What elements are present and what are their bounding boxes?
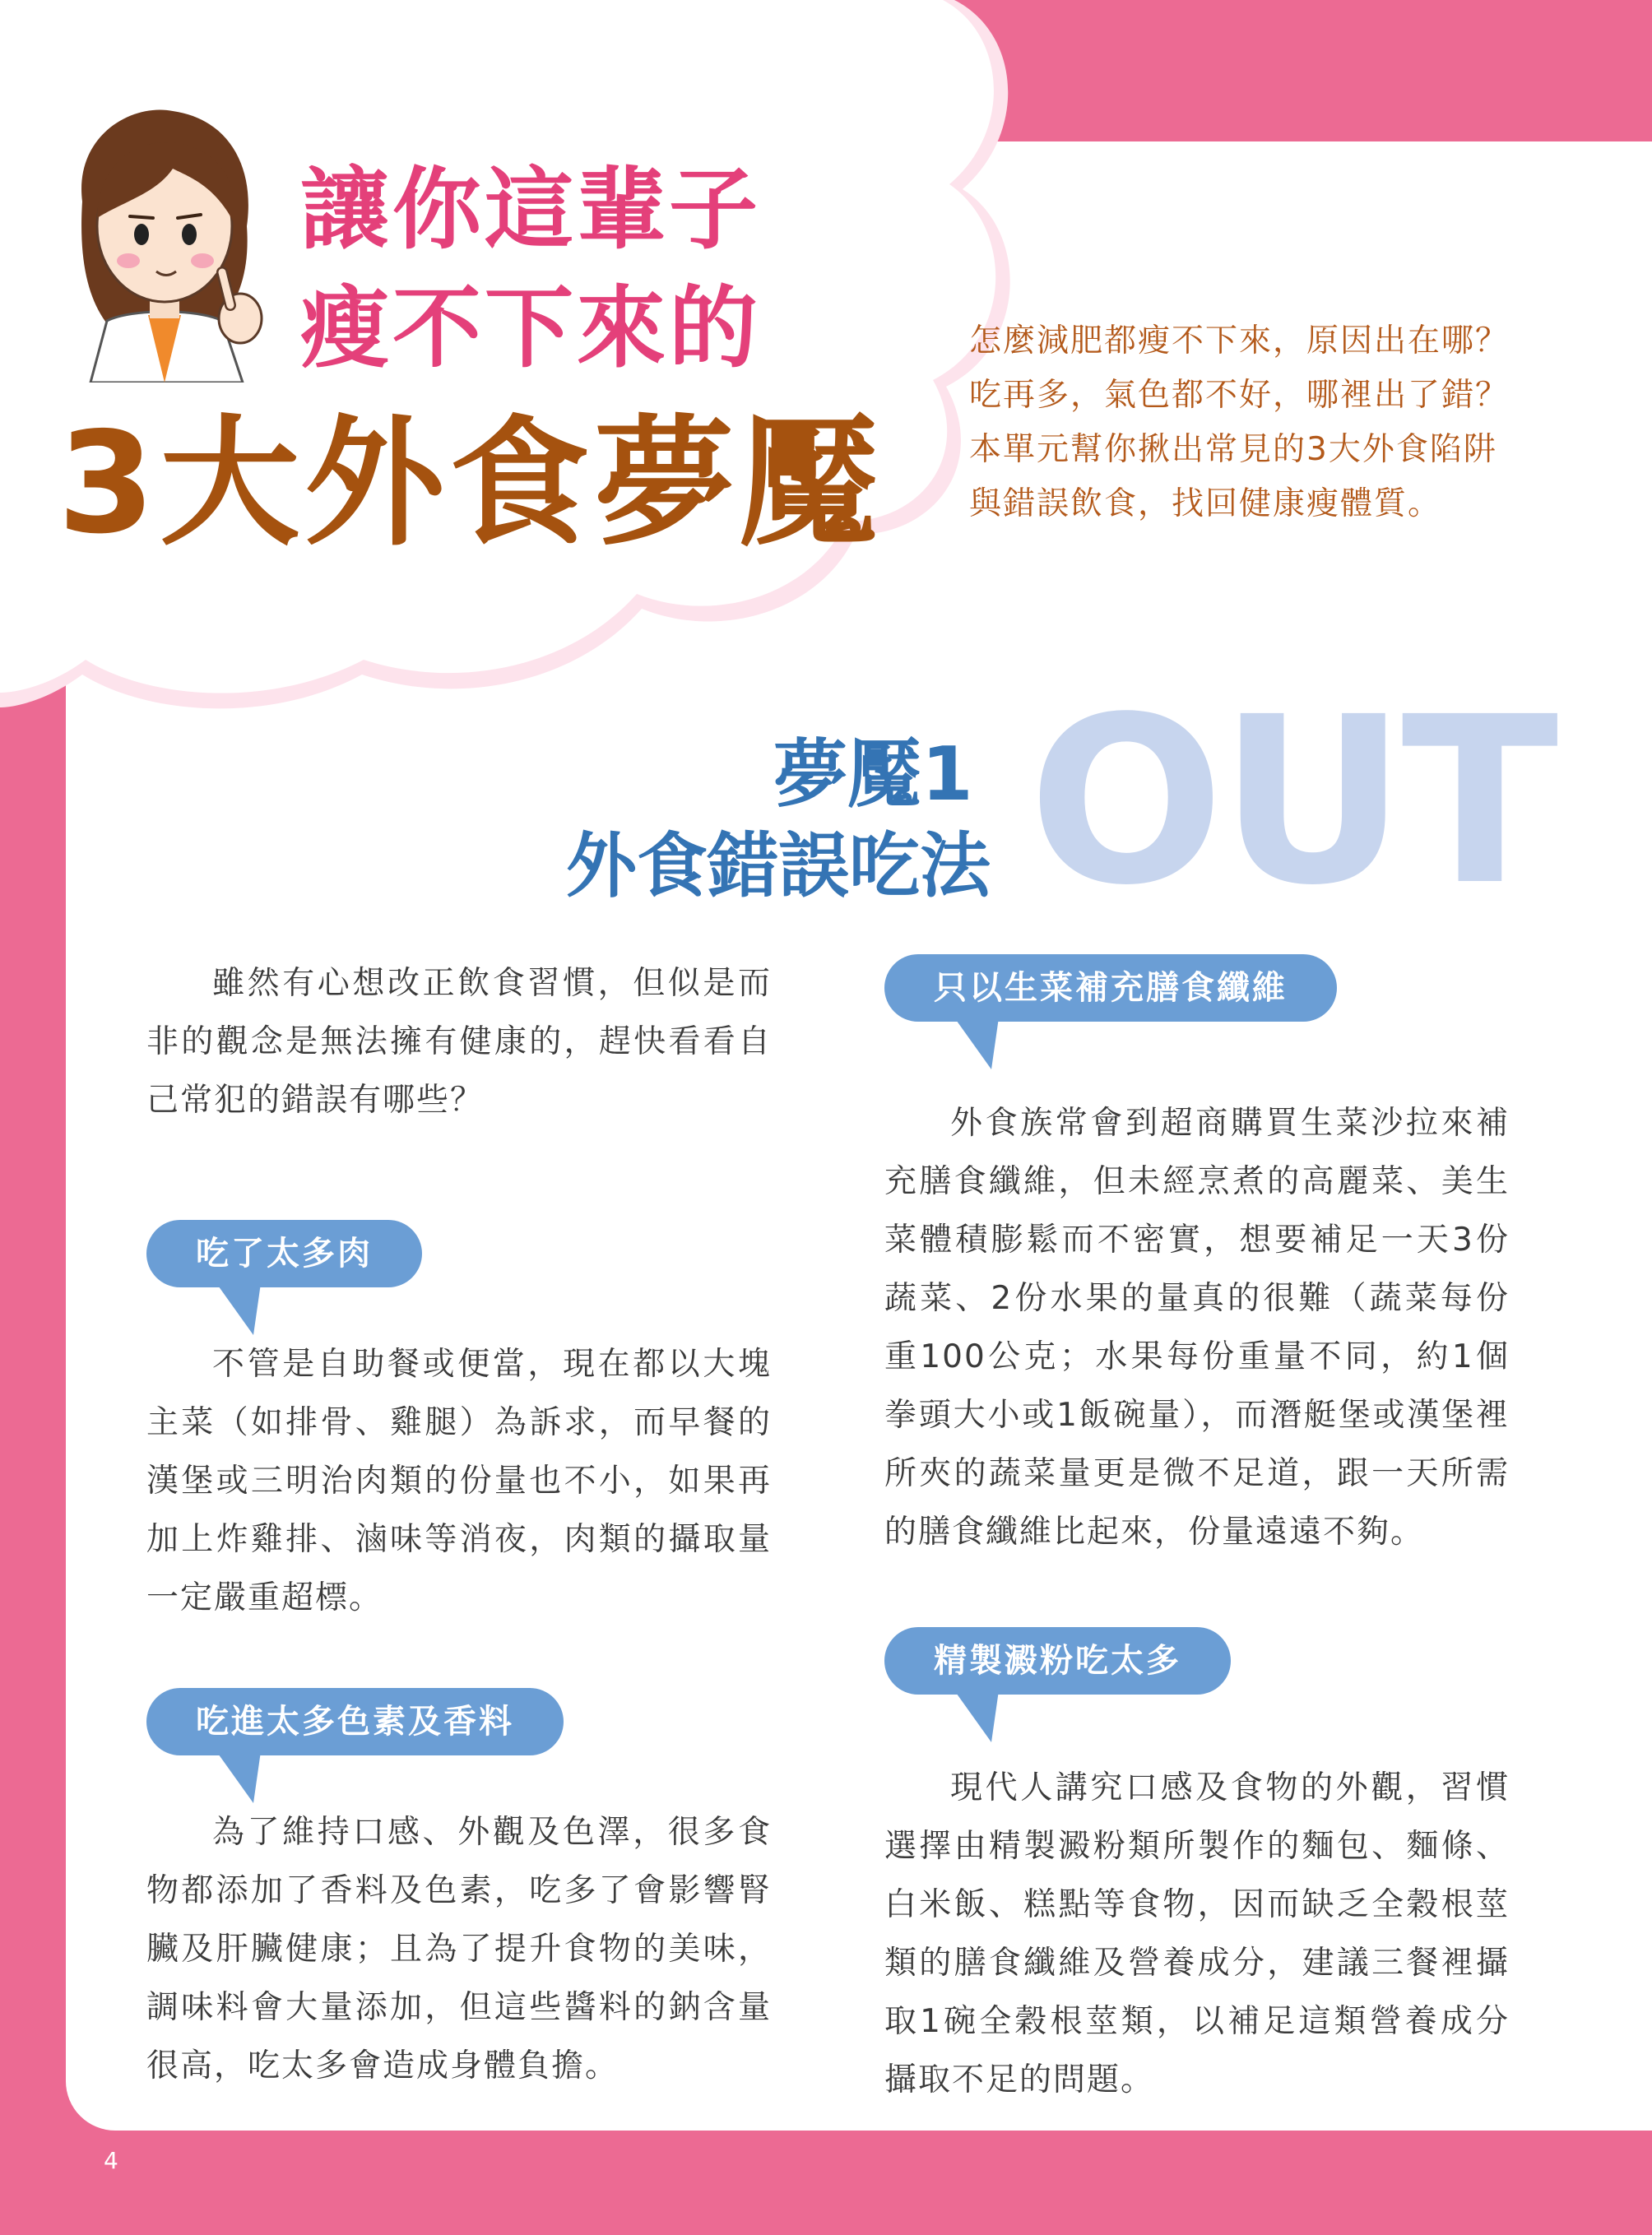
topic-body-additives: 為了維持口感、外觀及色澤，很多食物都添加了香料及色素，吃多了會影響腎臟及肝臟健康；且為了提升食物的美味，調味料會大量添加，但這些醬料的鈉含量很高，吃太多會造成身體負擔。 — [146, 1814, 772, 2084]
headline-line-2: 瘦不下來的 — [300, 277, 762, 380]
topic-heading-raw-veg: 只以生菜補充膳食纖維 — [884, 954, 1337, 1022]
left-intro-paragraph: 雖然有心想改正飲食習慣，但似是而非的觀念是無法擁有健康的，趕快看看自己常犯的錯誤有哪些？ — [146, 965, 772, 1119]
right-column — [884, 954, 1510, 2109]
topic-body-meat: 不管是自助餐或便當，現在都以大塊主菜（如排骨、雞腿）為訴求，而早餐的漢堡或三明治肉類的份量也不小，如果再加上炸雞排、滷味等消夜，肉類的攝取量一定嚴重超標。 — [146, 1346, 772, 1616]
topic-body-raw-veg: 外食族常會到超商購買生菜沙拉來補充膳食纖維，但未經烹煮的高麗菜、美生菜體積膨鬆而不密實，想要補足一天3份蔬菜、2份水果的量真的很難（蔬菜每份重100公克；水果每份重量不同，約1個拳頭大小或1飯碗量），而潛艇堡或漢堡裡所夾的蔬菜量更是微不足道，跟一天所需的膳食纖維比起來，份量遠遠不夠。 — [884, 1105, 1510, 1551]
topic-heading-bubble — [884, 930, 1510, 1069]
topic-heading-meat: 吃了太多肉 — [146, 1220, 422, 1287]
speech-tail-icon — [950, 1012, 1000, 1069]
left-column — [146, 954, 772, 2095]
speech-tail-icon — [950, 1685, 1000, 1742]
topic-heading-additives: 吃進太多色素及香料 — [146, 1688, 564, 1755]
headline-line-1: 讓你這輩子 — [300, 159, 762, 262]
topic-heading-bubble — [146, 1195, 772, 1335]
section-title: 外食錯誤吃法 — [566, 825, 991, 907]
section-number: 夢魘1 — [773, 731, 973, 818]
headline-line-3: 3大外食夢魘 — [58, 402, 884, 565]
topic-body-refined-starch: 現代人講究口感及食物的外觀，習慣選擇由精製澱粉類所製作的麵包、麵條、白米飯、糕點等食物，因而缺乏全穀根莖類的膳食纖維及營養成分，建議三餐裡攝取1碗全穀根莖類，以補足這類營養成分攝取不足的問題。 — [884, 1769, 1510, 2098]
speech-tail-icon — [212, 1746, 262, 1803]
page-number: 4 — [104, 2147, 118, 2174]
speech-tail-icon — [212, 1277, 262, 1335]
doctor-mascot-illustration — [58, 103, 271, 383]
topic-heading-bubble — [146, 1663, 772, 1803]
topic-heading-refined-starch: 精製澱粉吃太多 — [884, 1627, 1231, 1695]
topic-heading-bubble — [884, 1602, 1510, 1742]
intro-paragraph: 怎麼減肥都瘦不下來，原因出在哪？吃再多，氣色都不好，哪裡出了錯？本單元幫你揪出常見的3大外食陷阱與錯誤飲食，找回健康瘦體質。 — [969, 322, 1510, 522]
out-watermark: OUT — [1028, 668, 1554, 936]
